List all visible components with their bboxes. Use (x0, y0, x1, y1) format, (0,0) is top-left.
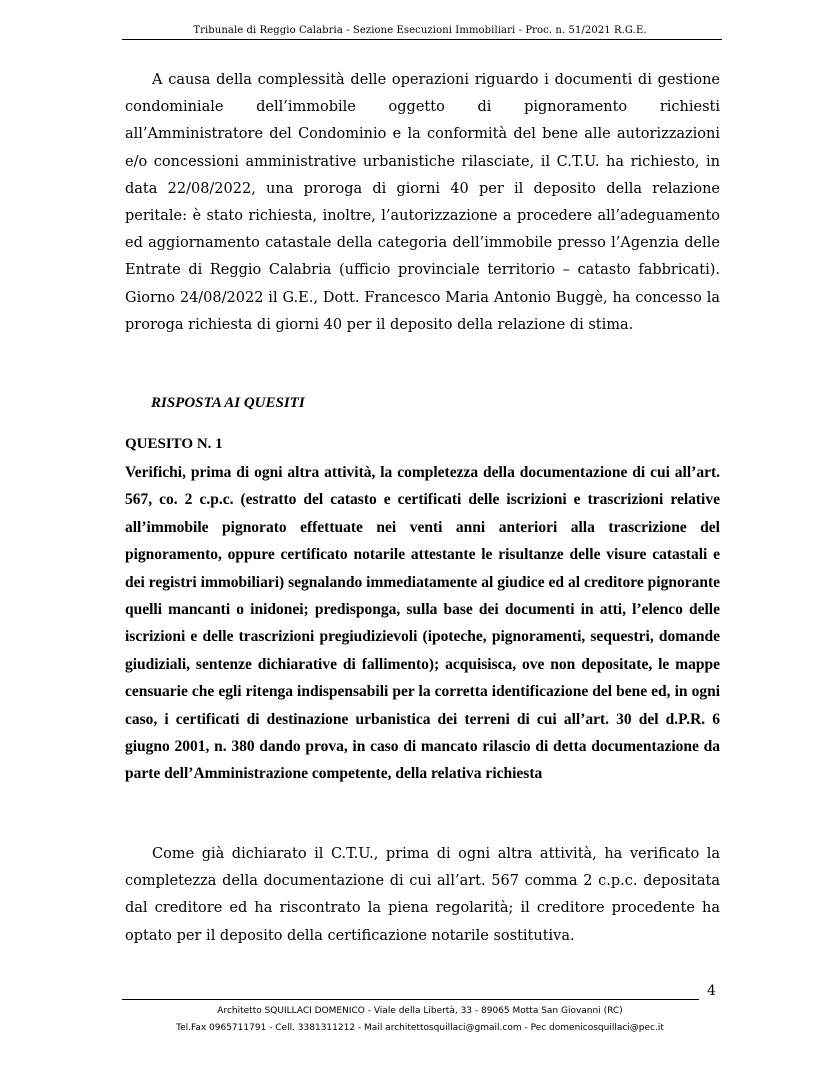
intro-paragraph: A causa della complessità delle operazioni riguardo i documenti di gestione condominiale dell’immobile oggetto di pignoramento richiesti all’Amministratore del Condominio e la conformità del bene alle autorizzazioni e/o concessioni amministrative urbanistiche rilasciate, il C.T.U. ha richiesto, in data 22/08/2022, una proroga di giorni 40 per il deposito della relazione peritale: è stato richiesta, inoltre, l’autorizzazione a procedere all’adeguamento ed aggiornamento catastale della categoria dell’immobile presso l’Agenzia delle Entrate di Reggio Calabria (ufficio provinciale territorio – catasto fabbricati). Giorno 24/08/2022 il G.E., Dott. Francesco Maria Antonio Buggè, ha concesso la proroga richiesta di giorni 40 per il deposito della relazione di stima. (125, 72, 720, 333)
quesito-text: Verifichi, prima di ogni altra attività, la completezza della documentazione di cui all’art. 567, co. 2 c.p.c. (estratto del catasto e certificati delle iscrizioni e trascrizioni relative all’immobile pignorato effettuate nei venti anni anteriori alla trascrizione del pignoramento, oppure certificato notarile attestante le risultanze delle visure catastali e dei registri immobiliari) segnalando immediatamente al giudice ed al creditore pignorante quelli mancanti o inidonei; predisponga, sulla base dei documenti in atti, l’elenco delle iscrizioni e delle trascrizioni pregiudizievoli (ipoteche, pignoramenti, sequestri, domande giudiziali, sentenze dichiarative di fallimento); acquisisca, ove non depositate, le mappe censuarie che egli ritenga indispensabili per la corretta identificazione del bene ed, in ogni caso, i certificati di destinazione urbanistica dei terreni di cui all’art. 30 del d.P.R. 6 giugno 2001, n. 380 dando prova, in caso di mancato rilascio di detta documentazione da parte dell’Amministrazione competente, della relativa richiesta (125, 464, 720, 783)
footer-address: Architetto SQUILLACI DOMENICO - Viale della Libertà, 33 - 89065 Motta San Giovanni (RC) (217, 1006, 623, 1016)
quesito-title: QUESITO N. 1 (125, 436, 223, 452)
header-divider (122, 39, 722, 40)
page-header: Tribunale di Reggio Calabria - Sezione Esecuzioni Immobiliari - Proc. n. 51/2021 R.G.E. (193, 25, 647, 36)
response-paragraph: Come già dichiarato il C.T.U., prima di ogni altra attività, ha verificato la completezza della documentazione di cui all’art. 567 comma 2 c.p.c. depositata dal creditore ed ha riscontrato la piena regolarità; il creditore procedente ha optato per il deposito della certificazione notarile sostitutiva. (125, 846, 720, 944)
section-title: RISPOSTA AI QUESITI (151, 395, 305, 411)
footer-contacts: Tel.Fax 0965711791 - Cell. 3381311212 - Mail architettosquillaci@gmail.com - Pec domenicosquillaci@pec.it (176, 1023, 664, 1033)
page-number: 4 (707, 983, 716, 999)
footer-divider (122, 999, 699, 1000)
